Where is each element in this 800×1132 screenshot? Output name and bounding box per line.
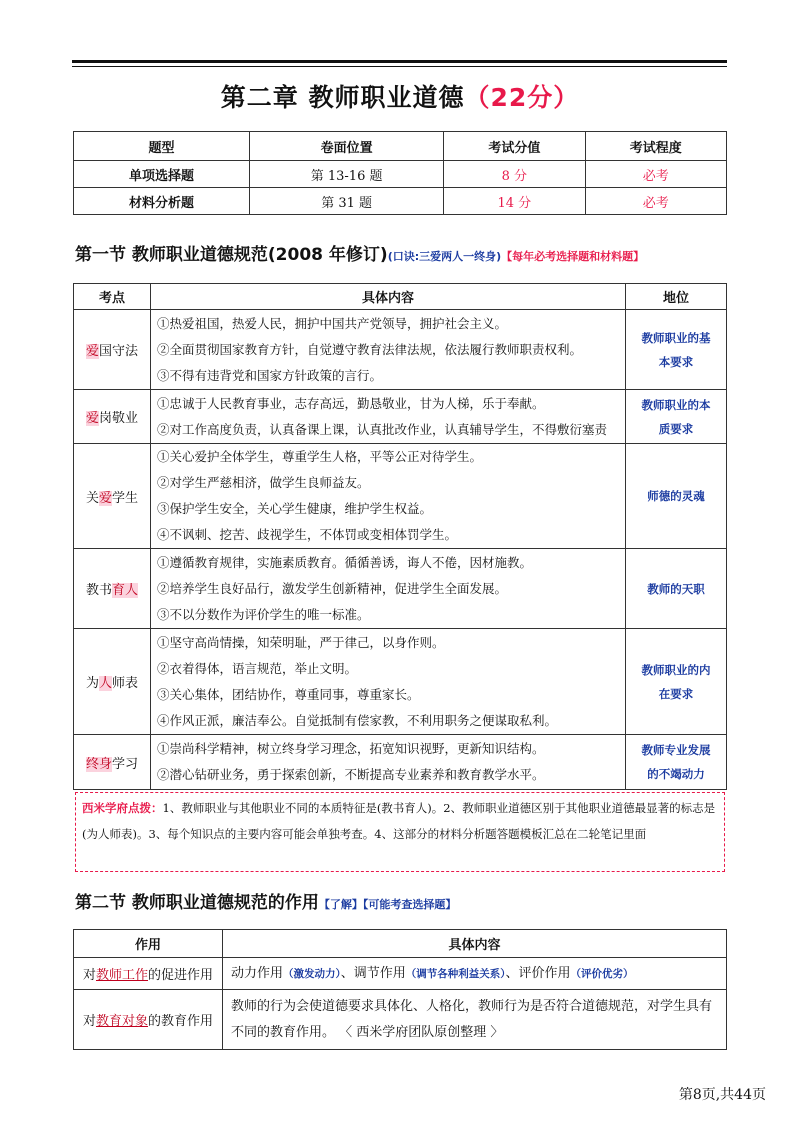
func-hl: 教师工作 xyxy=(95,968,148,983)
status-line: 师德的灵魂 xyxy=(647,489,705,503)
status-line: 教师专业发展 xyxy=(641,743,711,757)
function-table xyxy=(73,929,727,1050)
content-item: ④不讽刺、挖苦、歧视学生，不体罚或变相体罚学生。 xyxy=(157,527,458,542)
table-row xyxy=(74,310,727,390)
cell-status xyxy=(626,549,727,629)
cell-status xyxy=(626,629,727,735)
cell-function xyxy=(74,958,223,990)
norms-table xyxy=(73,283,727,790)
section2-note2: 【可能考查选择题】 xyxy=(362,898,457,911)
part: 动力作用 xyxy=(231,965,284,981)
cell-content xyxy=(151,390,626,444)
cell-score: 14 分 xyxy=(444,188,585,215)
cell-status xyxy=(626,735,727,790)
part: 、调节作用 xyxy=(340,965,406,981)
content-item: ②潜心钻研业务，勇于探索创新，不断提高专业素养和教育教学水平。 xyxy=(157,767,545,782)
header-score: 考试分值 xyxy=(444,132,585,161)
cell-status xyxy=(626,310,727,390)
header-level: 考试程度 xyxy=(585,132,726,161)
cell-score: 8 分 xyxy=(444,161,585,188)
function-table-header xyxy=(74,930,727,958)
func-post: 的促进作用 xyxy=(148,968,214,983)
content-item: ③不得有违背党和国家方针政策的言行。 xyxy=(157,367,383,383)
score-table-header xyxy=(74,132,727,161)
chapter-title-text: 第二章 教师职业道德 xyxy=(220,83,465,112)
section1-note: 【每年必考选择题和材料题】 xyxy=(501,250,645,263)
point-text: 教书 xyxy=(85,583,112,598)
content-item: ②对工作高度负责，认真备课上课，认真批改作业，认真辅导学生，不得敷衍塞责 xyxy=(157,421,608,437)
point-text: 爱 xyxy=(98,490,112,506)
content-item: ③关心集体，团结协作，尊重同事，尊重家长。 xyxy=(157,686,420,702)
content-item: ①崇尚科学精神，树立终身学习理念，拓宽知识视野，更新知识结构。 xyxy=(157,741,545,756)
point-text: 学生 xyxy=(112,490,139,506)
content-item: ①忠诚于人民教育事业，志存高远，勤恳敬业，甘为人梯，乐于奉献。 xyxy=(157,395,545,411)
content-item: ③保护学生安全，关心学生健康，维护学生权益。 xyxy=(157,501,433,516)
cell-point xyxy=(74,444,151,549)
header-status: 地位 xyxy=(626,284,727,310)
point-text: 岗敬业 xyxy=(99,411,139,426)
content-item: ①坚守高尚情操，知荣明耻，严于律己，以身作则。 xyxy=(157,634,445,650)
cell-position: 第 31 题 xyxy=(250,188,444,215)
section1-mnemonic: (口诀:三爱两人一终身) xyxy=(387,250,502,263)
table-row xyxy=(74,549,727,629)
cell-function-content xyxy=(223,958,727,990)
part-note: （调节各种利益关系） xyxy=(405,967,506,980)
status-line: 教师的天职 xyxy=(647,581,705,596)
point-text: 师表 xyxy=(112,676,139,691)
func-hl: 教育对象 xyxy=(95,1014,148,1029)
table-row xyxy=(74,390,727,444)
func-post: 的教育作用 xyxy=(148,1014,214,1029)
status-line: 教师职业的内 xyxy=(641,662,711,677)
cell-content xyxy=(151,735,626,790)
status-line: 质要求 xyxy=(658,421,694,436)
point-text: 爱 xyxy=(85,344,99,359)
cell-function-content: 教师的行为会使道德要求具体化、人格化，教师行为是否符合道德规范，对学生具有不同的教育作用。 〈 西米学府团队原创整理 〉 xyxy=(223,990,727,1050)
content-item: ②衣着得体，语言规范，举止文明。 xyxy=(157,660,358,676)
section1-heading xyxy=(75,240,644,265)
norms-body xyxy=(74,310,727,790)
table-row xyxy=(74,735,727,790)
status-line: 在要求 xyxy=(658,686,694,701)
score-table xyxy=(73,131,727,215)
status-line: 教师职业的基 xyxy=(641,330,711,345)
func-pre: 对 xyxy=(82,968,96,983)
header-position: 卷面位置 xyxy=(250,132,444,161)
point-text: 学习 xyxy=(112,756,139,772)
cell-point xyxy=(74,629,151,735)
point-text: 育人 xyxy=(112,583,139,598)
section2-note1: 【了解】 xyxy=(318,898,363,911)
part-note: （激发动力） xyxy=(283,967,341,980)
status-line: 教师职业的本 xyxy=(641,397,711,412)
table-row xyxy=(74,629,727,735)
cell-point xyxy=(74,310,151,390)
cell-type: 单项选择题 xyxy=(74,161,250,188)
status-line: 的不竭动力 xyxy=(647,767,705,781)
cell-status xyxy=(626,390,727,444)
cell-point xyxy=(74,549,151,629)
tip-label: 西米学府点拨： xyxy=(82,801,163,815)
section2-heading xyxy=(75,888,456,913)
cell-point xyxy=(74,735,151,790)
table-row xyxy=(74,990,727,1050)
cell-content xyxy=(151,629,626,735)
section2-title: 第二节 教师职业道德规范的作用 xyxy=(75,893,319,913)
table-row xyxy=(74,444,727,549)
chapter-score: （22分） xyxy=(464,83,580,112)
header-function: 作用 xyxy=(74,930,223,958)
cell-content xyxy=(151,310,626,390)
point-text: 为 xyxy=(85,676,99,691)
chapter-title xyxy=(0,78,800,114)
content-item: ②对学生严慈相济，做学生良师益友。 xyxy=(157,475,370,490)
top-rule-thick xyxy=(72,60,727,63)
content-item: ③不以分数作为评价学生的唯一标准。 xyxy=(157,606,370,622)
point-text: 爱 xyxy=(85,411,99,426)
header-point: 考点 xyxy=(74,284,151,310)
part: 、评价作用 xyxy=(505,965,571,981)
content-item: ①遵循教育规律，实施素质教育。循循善诱，诲人不倦，因材施教。 xyxy=(157,554,533,570)
part-note: （评价优劣） xyxy=(570,967,634,980)
content-item: ④作风正派，廉洁奉公。自觉抵制有偿家教，不利用职务之便谋取私利。 xyxy=(157,712,558,728)
section1-title: 第一节 教师职业道德规范(2008 年修订) xyxy=(75,245,388,265)
cell-content xyxy=(151,444,626,549)
func-pre: 对 xyxy=(82,1014,96,1029)
tip-text: 1、教师职业与其他职业不同的本质特征是(教书育人)。2、教师职业道德区别于其他职业道德最显著的标志是(为人师表)。3、每个知识点的主要内容可能会单独考查。4、这部分的材料分析题答题模板汇总在二轮笔记里面 xyxy=(82,801,716,841)
header-type: 题型 xyxy=(74,132,250,161)
cell-level: 必考 xyxy=(585,161,726,188)
status-line: 本要求 xyxy=(658,354,694,369)
header-content: 具体内容 xyxy=(151,284,626,310)
norms-table-header xyxy=(74,284,727,310)
point-text: 终身 xyxy=(85,756,112,772)
point-text: 人 xyxy=(98,676,112,691)
cell-type: 材料分析题 xyxy=(74,188,250,215)
page-number: 第8页,共44页 xyxy=(678,1087,766,1103)
top-rule-thin xyxy=(72,66,727,67)
header-function-content: 具体内容 xyxy=(223,930,727,958)
table-row xyxy=(74,958,727,990)
table-row xyxy=(74,161,727,188)
cell-function xyxy=(74,990,223,1050)
cell-status xyxy=(626,444,727,549)
table-row xyxy=(74,188,727,215)
content-item: ①热爱祖国，热爱人民，拥护中国共产党领导，拥护社会主义。 xyxy=(157,315,508,331)
content-item: ②全面贯彻国家教育方针，自觉遵守教育法律法规，依法履行教师职责权利。 xyxy=(157,341,583,357)
tip-box xyxy=(75,792,725,872)
content-item: ②培养学生良好品行，激发学生创新精神，促进学生全面发展。 xyxy=(157,580,508,596)
point-text: 国守法 xyxy=(99,344,139,359)
content-item: ①关心爱护全体学生，尊重学生人格，平等公正对待学生。 xyxy=(157,449,483,464)
cell-content xyxy=(151,549,626,629)
point-text: 关 xyxy=(85,490,99,506)
cell-point xyxy=(74,390,151,444)
cell-level: 必考 xyxy=(585,188,726,215)
cell-position: 第 13-16 题 xyxy=(250,161,444,188)
